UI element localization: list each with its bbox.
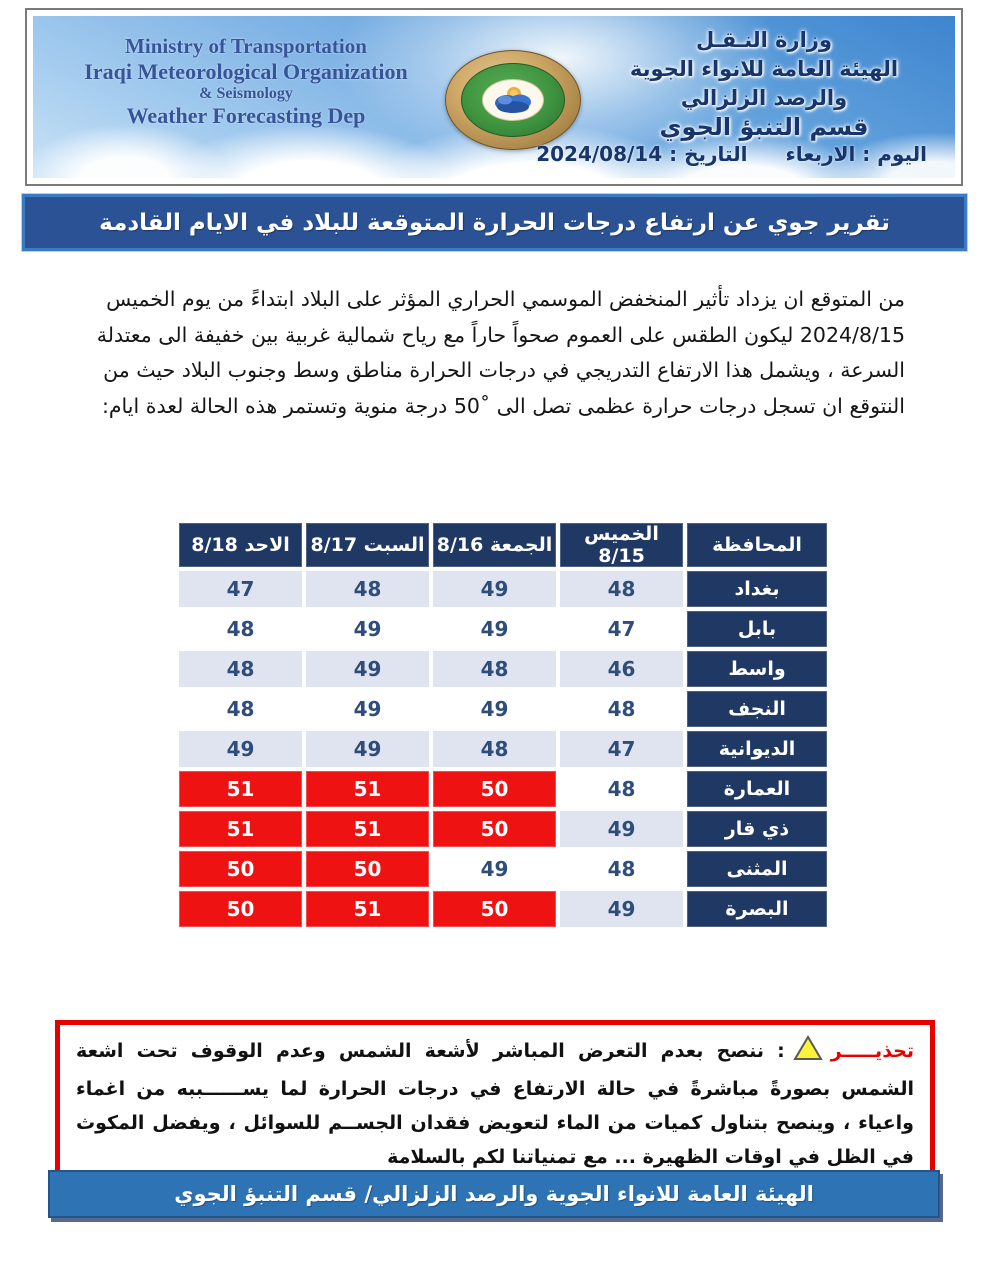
temperature-cell: 50 <box>179 851 302 887</box>
table-row <box>179 731 827 767</box>
table-header-cell: الاحد 8/18 <box>179 523 302 567</box>
governorate-cell: بغداد <box>687 571 827 607</box>
temperature-cell: 48 <box>433 731 556 767</box>
table-body <box>179 571 827 927</box>
sun-cloud-icon <box>490 85 536 115</box>
arabic-org-line: وزارة النـقـل <box>695 28 832 52</box>
warning-triangle-icon <box>793 1035 823 1072</box>
temperature-cell: 49 <box>560 891 683 927</box>
temperature-cell: 50 <box>433 811 556 847</box>
table-header-row <box>179 523 827 567</box>
temperature-cell: 51 <box>306 811 429 847</box>
footer-banner <box>48 1170 940 1218</box>
governorate-cell: النجف <box>687 691 827 727</box>
english-org-line: Weather Forecasting Dep <box>126 103 366 128</box>
header-photo-frame <box>25 8 963 186</box>
sky-clouds-background <box>33 16 955 178</box>
temperature-cell: 48 <box>306 571 429 607</box>
table-row <box>179 811 827 847</box>
paragraph-line: النتوقع ان تسجل درجات حرارة عظمى تصل الى ˚50 درجة منوية وتستمر هذه الحالة لعدة ايام: <box>101 393 905 418</box>
temperature-cell: 48 <box>560 691 683 727</box>
warning-text: : ننصح بعدم التعرض المباشر لأشعة الشمس وعدم الوقوف تحت اشعة الشمس بصورةً مباشرةً في حالة الارتفاع في درجات الحرارة لما يســــــببه من اغماء واعياء ، وينصح بتناول كميات من الماء لتعويض فقدان الجســم للسوائل ، ويفضل المكوث في الظل في اوقات الظهيرة ... مع تمنياتنا لكم بالسلامة <box>76 1040 914 1168</box>
governorate-cell: الديوانية <box>687 731 827 767</box>
organization-seal-logo <box>445 50 581 150</box>
temperature-cell: 48 <box>560 571 683 607</box>
table-row <box>179 571 827 607</box>
warning-label: تحذيـــــر <box>830 1040 914 1062</box>
temperature-cell: 47 <box>560 731 683 767</box>
temperature-cell: 49 <box>433 691 556 727</box>
temperature-cell: 49 <box>306 731 429 767</box>
arabic-org-title <box>599 26 929 142</box>
temperature-cell: 47 <box>179 571 302 607</box>
temperature-table-container <box>175 519 827 931</box>
arabic-org-line: والرصد الزلزالي <box>680 86 848 110</box>
table-header-cell: المحافظة <box>687 523 827 567</box>
arabic-org-line: قسم التنبؤ الجوي <box>659 113 869 141</box>
temperature-cell: 47 <box>560 611 683 647</box>
english-org-line: Iraqi Meteorological Organization <box>84 59 408 84</box>
english-org-line: Ministry of Transportation <box>125 34 367 58</box>
table-row <box>179 651 827 687</box>
temperature-cell: 51 <box>179 771 302 807</box>
date-label: التاريخ : 2024/08/14 <box>536 142 748 166</box>
paragraph-line: 2024/8/15 ليكون الطقس على العموم صحواً حاراً مع رياح شمالية غربية بين خفيفة الى معتدلة <box>96 322 905 347</box>
temperature-cell: 50 <box>179 891 302 927</box>
governorate-cell: بابل <box>687 611 827 647</box>
temperature-cell: 48 <box>433 651 556 687</box>
table-row <box>179 851 827 887</box>
report-title-banner <box>22 194 967 251</box>
temperature-cell: 51 <box>179 811 302 847</box>
temperature-cell: 50 <box>433 771 556 807</box>
temperature-cell: 48 <box>179 651 302 687</box>
english-org-title <box>61 34 431 129</box>
temperature-cell: 49 <box>433 571 556 607</box>
temperature-cell: 49 <box>306 651 429 687</box>
temperature-cell: 49 <box>433 851 556 887</box>
report-title-text: تقرير جوي عن ارتفاع درجات الحرارة المتوقعة للبلاد في الايام القادمة <box>99 209 890 236</box>
temperature-cell: 48 <box>560 851 683 887</box>
footer-banner-text: الهيئة العامة للانواء الجوية والرصد الزلزالي/ قسم التنبؤ الجوي <box>174 1182 814 1206</box>
table-row <box>179 691 827 727</box>
arabic-org-line: الهيئة العامة للانواء الجوية <box>629 57 899 81</box>
temperature-cell: 46 <box>560 651 683 687</box>
governorate-cell: المثنى <box>687 851 827 887</box>
table-row <box>179 771 827 807</box>
temperature-cell: 49 <box>433 611 556 647</box>
governorate-cell: العمارة <box>687 771 827 807</box>
temperature-cell: 49 <box>306 691 429 727</box>
day-label: اليوم : الاربعاء <box>785 142 927 166</box>
table-row <box>179 611 827 647</box>
temperature-cell: 48 <box>560 771 683 807</box>
temperature-cell: 50 <box>433 891 556 927</box>
table-header-cell: الخميس 8/15 <box>560 523 683 567</box>
table-row <box>179 891 827 927</box>
logo-green-ring <box>461 63 565 137</box>
english-org-line: & Seismology <box>199 85 293 102</box>
paragraph-line: السرعة ، ويشمل هذا الارتفاع التدريجي في درجات الحرارة مناطق وسط وجنوب البلاد حيث من <box>103 358 905 382</box>
table-header-cell: السبت 8/17 <box>306 523 429 567</box>
temperature-cell: 48 <box>179 611 302 647</box>
heat-warning-box <box>55 1020 935 1189</box>
temperature-cell: 50 <box>306 851 429 887</box>
governorate-cell: واسط <box>687 651 827 687</box>
report-date-line <box>536 142 927 166</box>
temperature-cell: 48 <box>179 691 302 727</box>
temperature-cell: 49 <box>306 611 429 647</box>
temperature-cell: 49 <box>179 731 302 767</box>
temperature-cell: 51 <box>306 891 429 927</box>
governorate-cell: ذي قار <box>687 811 827 847</box>
logo-center <box>482 79 544 121</box>
governorate-cell: البصرة <box>687 891 827 927</box>
forecast-paragraph <box>80 282 905 424</box>
temperature-cell: 51 <box>306 771 429 807</box>
table-header-cell: الجمعة 8/16 <box>433 523 556 567</box>
paragraph-line: من المتوقع ان يزداد تأثير المنخفض الموسمي الحراري المؤثر على البلاد ابتداءً من يوم الخميس <box>106 287 905 311</box>
temperature-cell: 49 <box>560 811 683 847</box>
temperature-table <box>175 519 831 931</box>
